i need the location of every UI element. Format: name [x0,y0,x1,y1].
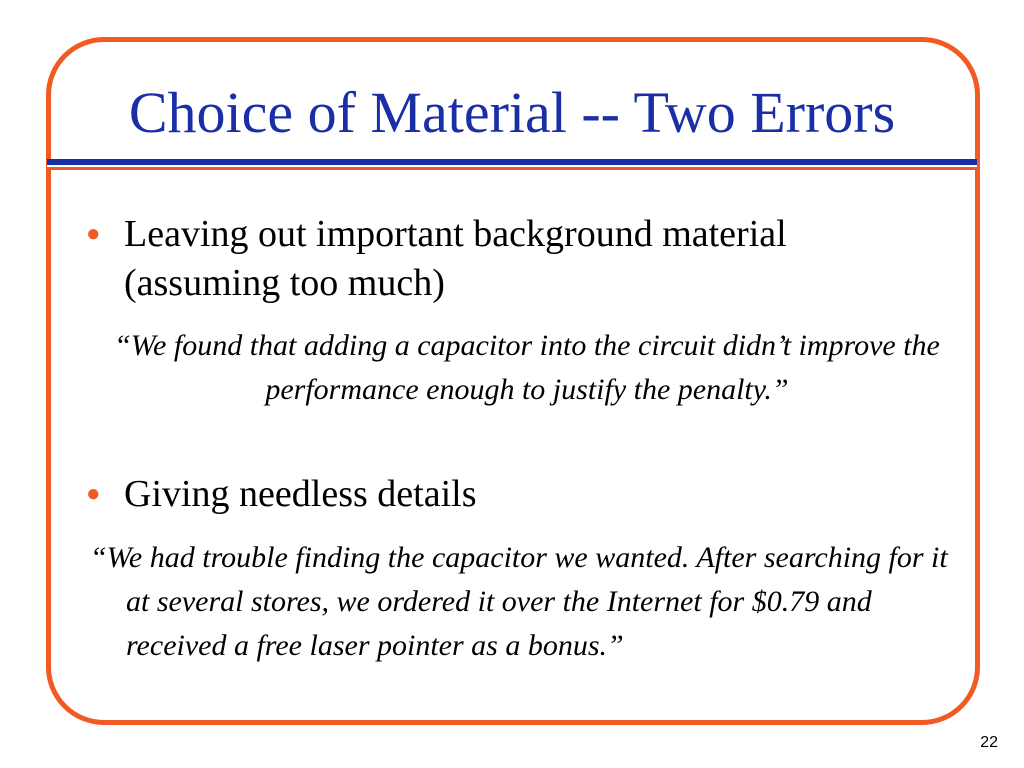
bullet-dot-icon: ● [86,481,101,507]
page-number: 22 [980,734,998,751]
title-rule-orange [47,167,977,170]
bullet-dot-icon: ● [86,221,101,247]
bullet-item [86,470,946,519]
bullet-text: Leaving out important background material (assuming too much) [124,213,787,304]
bullet-text: Giving needless details [124,473,477,515]
example-quote: “We found that adding a capacitor into the circuit didn’t improve the performance enough to justify the penalty.” [114,329,940,406]
bullet-item [86,210,946,308]
example-quote: “We had trouble finding the capacitor we wanted. After searching for it at several stores, we ordered it over the Internet for $0.79 and received a free laser pointer as a bonus.” [90,541,948,662]
slide-title: Choice of Material -- Two Errors [128,80,896,145]
